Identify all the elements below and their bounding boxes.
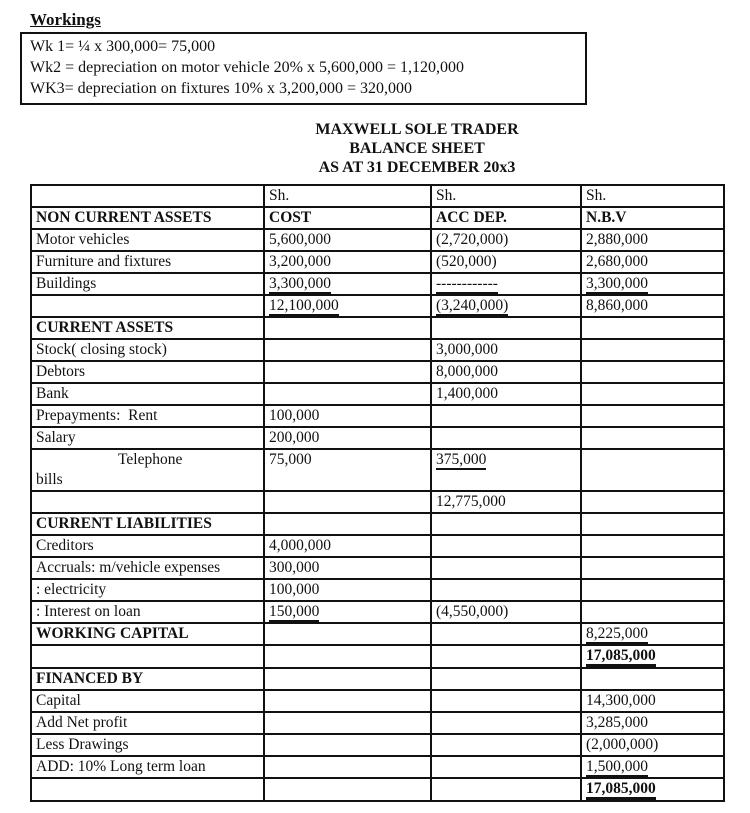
cell — [431, 756, 581, 778]
cell: : Interest on loan — [31, 601, 264, 623]
cell: Less Drawings — [31, 734, 264, 756]
cell: 4,000,000 — [264, 535, 431, 557]
cell: 375,000 — [431, 449, 581, 491]
cell: CURRENT ASSETS — [31, 317, 264, 339]
cell: 8,225,000 — [581, 623, 724, 645]
cell — [264, 623, 431, 645]
table-row-prepayments-salary — [31, 427, 724, 449]
table-row-furniture-fixtures — [31, 251, 724, 273]
cell: Motor vehicles — [31, 229, 264, 251]
cell: 2,680,000 — [581, 251, 724, 273]
table-row-debtors — [31, 361, 724, 383]
cell: 12,100,000 — [264, 295, 431, 317]
cell: Sh. — [431, 185, 581, 207]
cell: 75,000 — [264, 449, 431, 491]
cell: 17,085,000 — [581, 778, 724, 801]
cell — [264, 712, 431, 734]
cell: 8,000,000 — [431, 361, 581, 383]
cell: 200,000 — [264, 427, 431, 449]
cell: 3,000,000 — [431, 339, 581, 361]
table-row-buildings — [31, 273, 724, 295]
table-row-add-net-profit — [31, 712, 724, 734]
cell: Furniture and fixtures — [31, 251, 264, 273]
cell — [431, 668, 581, 690]
cell — [431, 712, 581, 734]
cell — [31, 778, 264, 801]
cell: 150,000 — [264, 601, 431, 623]
cell: NON CURRENT ASSETS — [31, 207, 264, 229]
cell: (2,720,000) — [431, 229, 581, 251]
balance-sheet-body — [31, 185, 724, 801]
table-row-current-assets-heading — [31, 317, 724, 339]
cell: (4,550,000) — [431, 601, 581, 623]
cell: Sh. — [264, 185, 431, 207]
cell — [31, 295, 264, 317]
table-row-current-assets-total — [31, 491, 724, 513]
cell — [581, 339, 724, 361]
cell — [581, 491, 724, 513]
balance-sheet-table — [30, 184, 725, 802]
cell — [431, 535, 581, 557]
cell — [264, 734, 431, 756]
table-row-stock — [31, 339, 724, 361]
cell: Stock( closing stock) — [31, 339, 264, 361]
cell — [581, 405, 724, 427]
cell: 1,500,000 — [581, 756, 724, 778]
cell: Salary — [31, 427, 264, 449]
cell — [264, 756, 431, 778]
cell: 17,085,000 — [581, 645, 724, 668]
cell: WORKING CAPITAL — [31, 623, 264, 645]
cell: 8,860,000 — [581, 295, 724, 317]
cell — [264, 690, 431, 712]
table-row-total-financed — [31, 778, 724, 801]
cell — [431, 557, 581, 579]
workings-heading: Workings — [30, 10, 101, 29]
cell: 3,300,000 — [581, 273, 724, 295]
cell: ACC DEP. — [431, 207, 581, 229]
cell — [581, 513, 724, 535]
cell: 5,600,000 — [264, 229, 431, 251]
table-row-total-assets — [31, 645, 724, 668]
cell — [431, 645, 581, 668]
cell — [431, 778, 581, 801]
cell: Telephone bills — [31, 449, 264, 491]
cell: (2,000,000) — [581, 734, 724, 756]
cell — [264, 361, 431, 383]
cell — [31, 645, 264, 668]
cell — [264, 383, 431, 405]
balance-sheet-document — [0, 10, 750, 813]
table-row-less-drawings — [31, 734, 724, 756]
table-row-add-long-term-loan — [31, 756, 724, 778]
working-line-2: Wk2 = depreciation on motor vehicle 20% x 5,600,000 = 1,120,000 — [30, 59, 464, 76]
table-row-motor-vehicles — [31, 229, 724, 251]
cell: Buildings — [31, 273, 264, 295]
table-row-accruals-electricity — [31, 579, 724, 601]
cell: 3,300,000 — [264, 273, 431, 295]
cell — [431, 579, 581, 601]
cell: COST — [264, 207, 431, 229]
cell — [31, 491, 264, 513]
statement-title-block — [84, 120, 750, 177]
cell: 3,285,000 — [581, 712, 724, 734]
cell: ADD: 10% Long term loan — [31, 756, 264, 778]
cell: ------------ — [431, 273, 581, 295]
cell: Capital — [31, 690, 264, 712]
workings-box — [20, 32, 587, 105]
cell: 100,000 — [264, 405, 431, 427]
cell: Sh. — [581, 185, 724, 207]
cell — [431, 513, 581, 535]
cell: 14,300,000 — [581, 690, 724, 712]
cell — [264, 317, 431, 339]
table-row-accruals-interest-on-loan — [31, 601, 724, 623]
table-row-capital — [31, 690, 724, 712]
cell: Debtors — [31, 361, 264, 383]
cell — [431, 690, 581, 712]
cell — [264, 778, 431, 801]
working-line-1: Wk 1= ¼ x 300,000= 75,000 — [30, 38, 216, 55]
cell — [581, 535, 724, 557]
table-row-non-current-assets-total — [31, 295, 724, 317]
cell — [581, 317, 724, 339]
cell: FINANCED BY — [31, 668, 264, 690]
cell — [431, 317, 581, 339]
cell: 1,400,000 — [431, 383, 581, 405]
cell — [431, 427, 581, 449]
cell: 100,000 — [264, 579, 431, 601]
cell: Accruals: m/vehicle expenses — [31, 557, 264, 579]
table-row-current-liabilities-heading — [31, 513, 724, 535]
cell: 300,000 — [264, 557, 431, 579]
cell — [264, 645, 431, 668]
table-row-financed-by-heading — [31, 668, 724, 690]
cell — [581, 579, 724, 601]
cell: Bank — [31, 383, 264, 405]
cell: CURRENT LIABILITIES — [31, 513, 264, 535]
table-row-prepayments-rent — [31, 405, 724, 427]
table-row-units-row — [31, 185, 724, 207]
table-row-bank — [31, 383, 724, 405]
cell — [581, 427, 724, 449]
cell — [264, 339, 431, 361]
table-row-creditors — [31, 535, 724, 557]
working-line-3: WK3= depreciation on fixtures 10% x 3,200,000 = 320,000 — [30, 80, 412, 97]
cell — [264, 491, 431, 513]
cell — [264, 668, 431, 690]
cell — [31, 185, 264, 207]
cell: N.B.V — [581, 207, 724, 229]
table-row-accruals-vehicle-expenses — [31, 557, 724, 579]
cell — [581, 668, 724, 690]
statement-date: AS AT 31 DECEMBER 20x3 — [318, 159, 516, 176]
cell: 2,880,000 — [581, 229, 724, 251]
cell: Creditors — [31, 535, 264, 557]
cell — [581, 557, 724, 579]
cell — [431, 405, 581, 427]
cell: (3,240,000) — [431, 295, 581, 317]
cell: (520,000) — [431, 251, 581, 273]
cell — [431, 734, 581, 756]
cell: : electricity — [31, 579, 264, 601]
cell — [581, 383, 724, 405]
table-row-header-row — [31, 207, 724, 229]
statement-name: BALANCE SHEET — [349, 140, 485, 157]
cell — [431, 623, 581, 645]
cell: 12,775,000 — [431, 491, 581, 513]
table-row-prepayments-telephone-bills — [31, 449, 724, 491]
cell — [264, 513, 431, 535]
cell: 3,200,000 — [264, 251, 431, 273]
table-row-working-capital — [31, 623, 724, 645]
company-name: MAXWELL SOLE TRADER — [315, 121, 519, 138]
cell: Prepayments: Rent — [31, 405, 264, 427]
cell — [581, 601, 724, 623]
cell: Add Net profit — [31, 712, 264, 734]
cell — [581, 449, 724, 491]
cell — [581, 361, 724, 383]
